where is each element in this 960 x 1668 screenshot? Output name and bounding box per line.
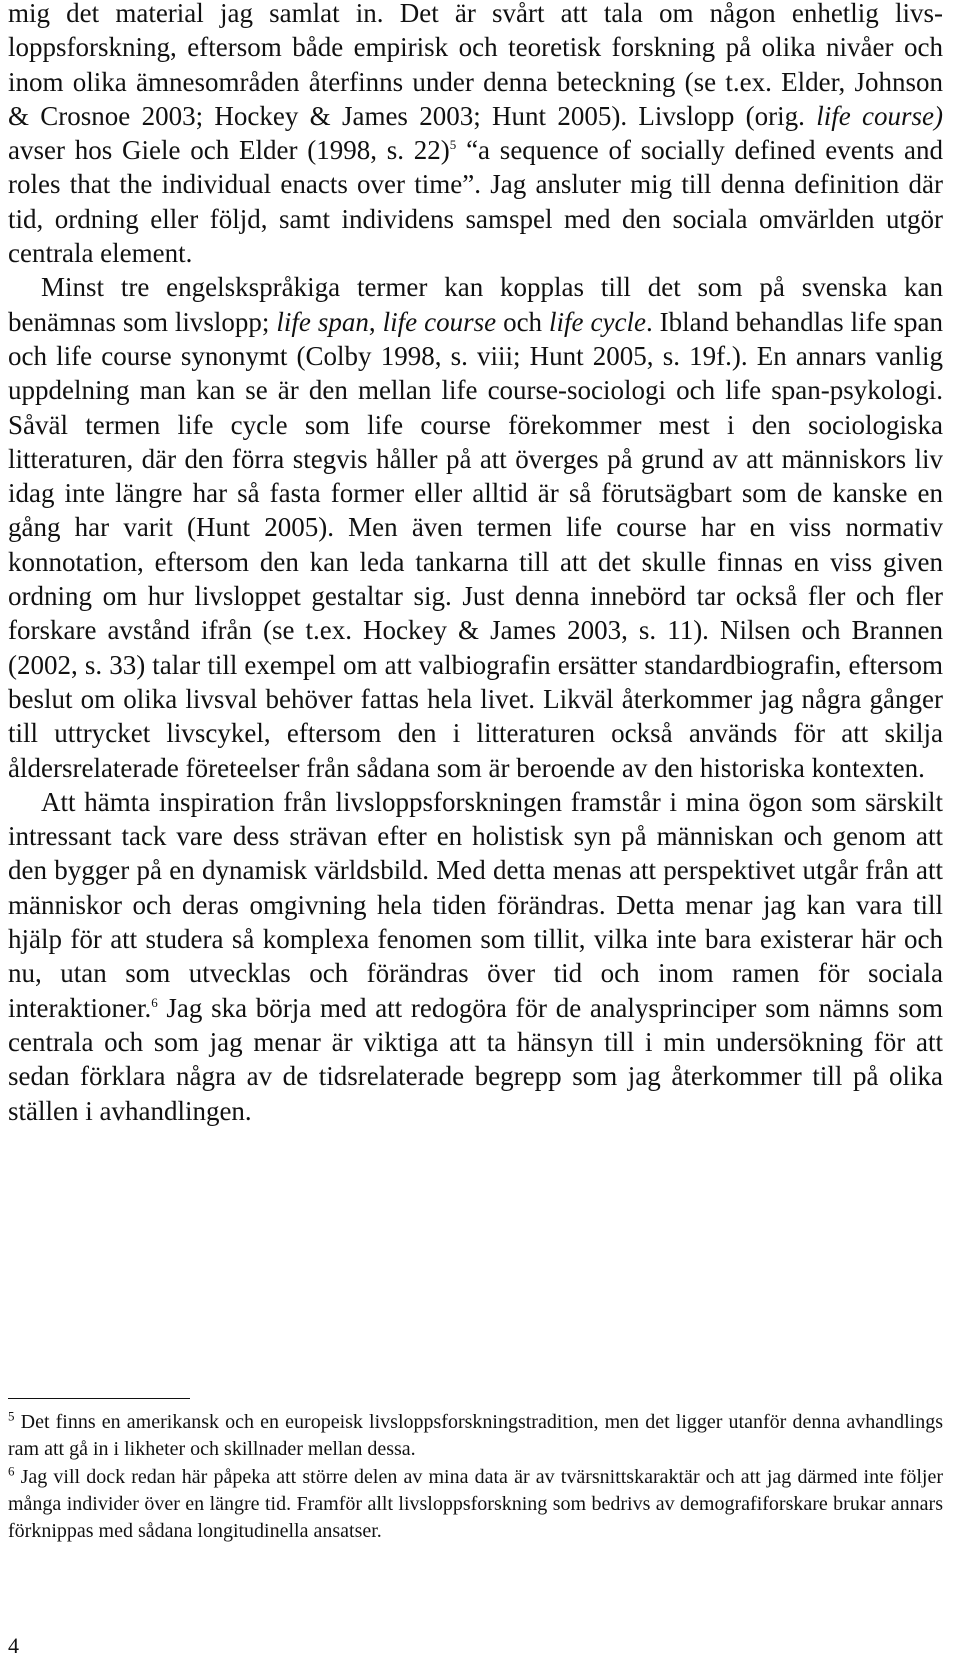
text-run: Jag ska börja med att redogöra för de analysprinciper som nämns som centrala och som jag menar är viktiga att ta hänsyn till i min undersökning för att sedan förklara några av de tidsrelaterade begrepp som jag återkommer till på olika ställen i avhandlingen.	[8, 992, 943, 1126]
text-run: “a sequence of socially defined events and roles that the individual enacts over time”. Jag ansluter mig till denna definition där tid, ordning eller följd, samt individens samspel med den sociala omvärlden utgör centrala element.	[8, 135, 943, 269]
italic-term: life course	[382, 306, 497, 337]
footnote-6	[8, 1464, 943, 1546]
italic-term: life cycle	[549, 306, 646, 337]
text-run: avser hos Giele och Elder (1998, s. 22)	[8, 135, 450, 166]
page-body	[8, 0, 943, 1128]
text-run: Minst tre engelskspråkiga termer kan kopplas till det som på svenska kan benämnas som livslopp;	[8, 272, 943, 337]
text-run: mig det material jag samlat in. Det är svårt att tala om någon enhetlig livsloppsforskning, eftersom både empirisk och teoretisk forskning på olika nivåer och inom olika ämnesområden återfinns under denna beteckning (se t.ex. Elder, Johnson & Crosnoe 2003; Hockey & James 2003; Hunt 2005). Livslopp (orig.	[8, 0, 943, 131]
page-number: 4	[8, 1633, 19, 1658]
text-run: Att hämta inspiration från livsloppsforskningen framstår i mina ögon som särskilt intressant tack vare dess strävan efter en holistisk syn på människan och genom att den bygger på en dynamisk världsbild. Med detta menas att perspektivet utgår från att människor och deras omgivning hela tiden förändras. Detta menar jag kan vara till hjälp för att studera så komplexa fenomen som tillit, vilka inte bara existerar här och nu, utan som utvecklas och förändras över tid och inom ramen för sociala interaktioner.	[8, 786, 943, 1023]
footnote-6-text: Jag vill dock redan här påpeka att större delen av mina data är av tvärsnittskaraktär och att jag därmed inte följer många individer över en längre tid. Framför allt livsloppsforskning som bedrivs av demografiforskare brukar annars förknippas med sådana longitudinella ansatser.	[8, 1465, 943, 1543]
italic-term: life span	[276, 306, 369, 337]
text-run: och	[496, 306, 550, 337]
footnotes	[8, 1398, 943, 1545]
footnote-reference: 6	[151, 994, 158, 1010]
italic-term: life course)	[816, 100, 943, 131]
text-run: . Ibland behandlas life span och life course synonymt (Colby 1998, s. viii; Hunt 2005, s. 19f.). En annars vanlig uppdelning man kan se är den mellan life course-sociologi och life span-psykologi. Såväl termen life cycle som life course förekommer mest i den sociologiska litteraturen, där den förra stegvis håller på att överges på grund av att människors liv idag inte längre har så fasta former eller alltid är så förutsägbart som de kanske en gång har varit (Hunt 2005). Men även termen life course har en viss normativ konnotation, eftersom den kan leda tankarna till att det skulle finnas en viss given ordning om hur livsloppet gestaltar sig. Just denna innebörd tar också fler och fler forskare avstånd ifrån (se t.ex. Hockey & James 2003, s. 11). Nilsen och Brannen (2002, s. 33) talar till exempel om att valbiografin ersätter standardbiografin, eftersom beslut om olika livsval behöver fattas hela livet. Likväl återkommer jag några gånger till uttrycket livscykel, eftersom den i litteraturen också används för att skilja åldersrelaterade företeelser från sådana som är beroende av den historiska kontexten.	[8, 306, 944, 783]
footnote-separator	[8, 1398, 190, 1399]
paragraph-2	[8, 270, 943, 784]
footnote-5	[8, 1409, 943, 1464]
footnote-5-marker: 5	[8, 1408, 15, 1424]
footnote-reference: 5	[449, 137, 457, 153]
footnote-5-text: Det finns en amerikansk och en europeisk livsloppsforskningstradition, men det ligger utanför denna avhandlings ram att gå in i likheter och skillnader mellan dessa.	[8, 1411, 943, 1461]
paragraph-3	[8, 785, 943, 1128]
footnote-6-marker: 6	[8, 1462, 15, 1478]
text-run: ,	[368, 306, 383, 337]
paragraph-1	[8, 0, 943, 270]
